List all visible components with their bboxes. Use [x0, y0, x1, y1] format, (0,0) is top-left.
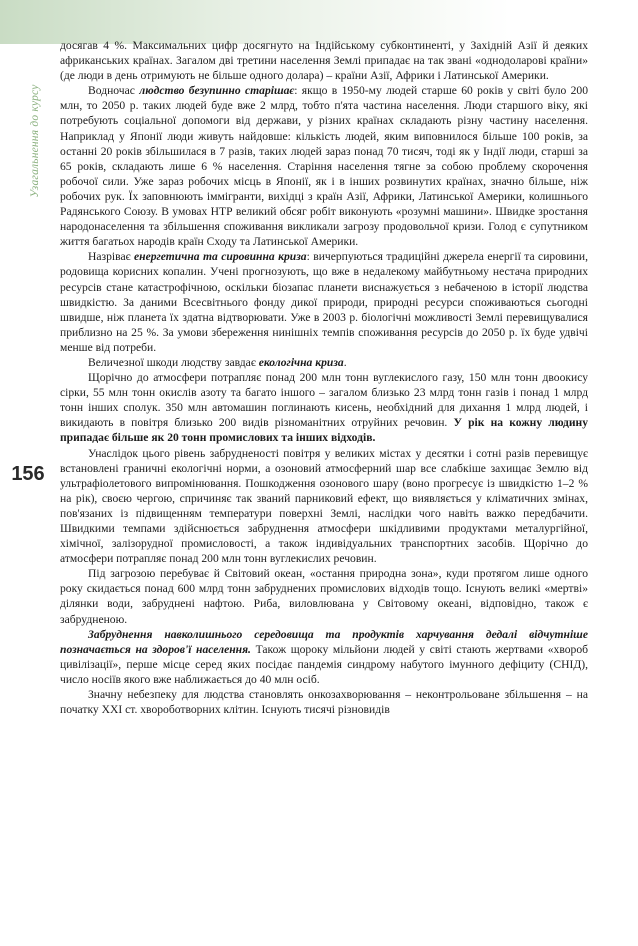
text-paragraph — [60, 687, 588, 717]
text-run: Під загрозою перебуває й Світовий океан, «остання природна зона», куди протягом лише одного року скидається понад 600 млрд тонн забруднених промислових відходів тощо. Існують великі «мертві» ділянки води, забруднені нафтою. Риба, виловлювана у Світовому океані, відповідно, також є забрудненою. — [60, 567, 588, 626]
text-run: . — [343, 355, 347, 369]
text-run: Назріває — [88, 250, 134, 264]
text-run: Щорічно до атмосфери потрапляє понад 200 млн тонн вуглекислого газу, 150 млн тонн двоокису сірки, 55 млн тонн окислів азоту та багато іншого – загалом близько 23 млрд тонн газів і понад 1 млрд тонн інших сполук. 350 млн автомашин поглинають кисень, необхідний для дихання 1 млрд людей, і викидають в повітря близько 200 видів різноманітних отруйних речовин. — [60, 371, 588, 430]
text-run: : якщо в 1950-му людей старше 60 років у світі було 200 млн, то 2050 р. таких людей буде вже 2 млрд, тобто п'ята частина населення. Люди старшого віку, які потребують соціальної допомоги від держави, у різних країнах складають різну частину населення. Наприклад у Японії люди живуть найдовше: кількість людей, яким виповнилося більше 100 років, за останні 20 років збільшилася в 7 разів, таких людей зараз понад 70 тисяч, тоді як у Індії люди, старші за 65 років, складають лише 6 % населення. Старіння населення тягне за собою проблему скорочення робочої сили. Уже зараз робочих місць в Японії, як і в інших розвинутих країнах, значно більше, ніж робочих рук. Їх заповнюють іммігранти, вихідці з країн Азії, Африки, Латинської Америки, колишнього Радянського Союзу. В умовах НТР великий обсяг робіт виконують «розумні машини». Швидке зростання народонаселення та збільшення споживання викликали загрозу продовольчої кризи. Голод є супутником життя багатьох народів країн Сходу та Латинської Америки. — [60, 84, 588, 249]
text-run: Водночас — [88, 84, 140, 98]
text-run: Значну небезпеку для людства становлять онкозахворювання – неконтрольоване збільшення – на початку XXI ст. хвороботворних клітин. Існують тисячі різновидів — [60, 688, 588, 717]
emphasis-bold: У рік на кожну людину припадає більше як 20 тонн промислових та інших відходів. — [60, 416, 589, 445]
text-run: досягав 4 %. Максимальних цифр досягнуто на Індійському субконтиненті, у Західній Азії й деяких африканських країнах. Загалом дві третини населення Землі припадає на так звані «однодоларові країни» (де люди в день отримують не більше одного долара) – країни Азії, Африки і Латинської Америки. — [60, 39, 588, 83]
text-paragraph — [60, 566, 588, 626]
text-paragraph — [60, 38, 588, 83]
body-text — [60, 38, 588, 717]
text-paragraph — [60, 627, 588, 687]
section-label-text: Узагальнення до курсу — [29, 84, 41, 198]
text-paragraph — [60, 370, 588, 445]
emphasis-bold-italic: людство безупинно старішає — [139, 84, 295, 98]
emphasis-bold-italic: енергетична та сировинна криза — [133, 250, 307, 264]
text-run: Величезної шкоди людству завдає — [88, 355, 259, 369]
text-paragraph — [60, 249, 588, 355]
page-number: 156 — [6, 460, 50, 488]
text-run: : вичерпуються традиційні джерела енергії та сировини, родовища корисних копалин. Учені прогнозують, що вже в недалекому майбутньому нестача природних ресурсів стане катастрофічною, оскільки біозапас планети виснажується з небаченою в історії людства швидкістю. За даними Всесвітнього фонду дикої природи, природні ресурси споживаються сьогодні швидше, ніж планета їх здатна відтворювати. Уже в 2003 р. біологічні можливості Землі перевищувалися приблизно на 25 %. За умови збереження нинішніх темпів споживання ресурсів до 2050 р. їх буде удвічі менше від потреби. — [60, 250, 588, 354]
emphasis-bold-italic: Забруднення навколишнього середовища та продуктів харчування дедалі відчутніше позначається на здоров'ї населення. — [60, 627, 588, 656]
text-run: Також щороку мільйони людей у світі стають жертвами «хвороб цивілізації», перше місце серед яких посідає пандемія синдрому набутого імунного дефіциту (СНІД), число носіїв якого вже наближається до 40 млн осіб. — [60, 642, 589, 686]
text-paragraph — [60, 355, 588, 370]
section-side-label — [20, 46, 50, 236]
emphasis-bold-italic: екологічна криза — [258, 355, 344, 369]
text-paragraph — [60, 83, 588, 249]
text-paragraph — [60, 446, 588, 567]
text-run: Унаслідок цього рівень забрудненості повітря у великих містах у десятки і сотні разів перевищує встановлені граничні екологічні норми, а озоновий атмосферний шар все слабкіше захищає Землю від ультрафіолетового випромінювання. Пошкодження озонового шару (воно прогресує із швидкістю 1–2 % на рік), своєю чергою, спричиняє так званий парниковий ефект, що виявляється у кліматичних змінах, пов'язаних із підвищенням температури поверхні Землі, наслідки чого навіть важко передбачити. Швидкими темпами здійснюється забруднення атмосфери шкідливими продуктами металургійної, хімічної, залізорудної промисловості, а також індивідуальних транспортних засобів. Щорічно до атмосфери потрапляє понад 200 млн тонн вуглекислих речовин. — [60, 446, 588, 566]
